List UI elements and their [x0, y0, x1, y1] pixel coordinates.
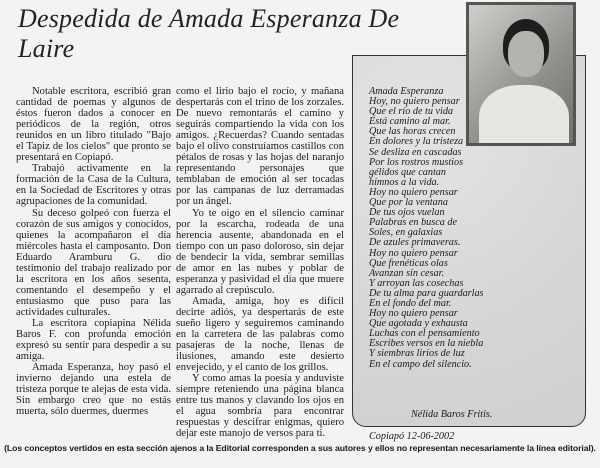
poem-line: Palabras en busca de: [369, 217, 457, 229]
poem-line: Hoy no quiero pensar: [369, 308, 458, 320]
article-title: Despedida de Amada Esperanza De Laire: [18, 4, 400, 63]
poem-line: Soles, en galaxias: [369, 227, 443, 239]
poem-line: Que frenéticas olas: [369, 257, 448, 269]
poem-line: Por los rostros mustios: [369, 156, 464, 168]
poem-line: Amada Esperanza: [369, 86, 444, 97]
poem-line: De tu alma para guardarlas: [369, 287, 484, 299]
paragraph: La escritora copiapina Nélida Baros F. con profunda emoción expresó su sentir para despedir a su amiga.: [16, 317, 171, 363]
poem-line: Y arroyan las cosechas: [369, 277, 464, 289]
poem-line: Que el río de tu vida: [369, 106, 454, 118]
paragraph: como el lirio bajo el rocío, y mañana despertarás con el trino de los zorzales. De nuevo remontarás el camino y seguirás compartiendo la vida con los amigos. ¿Recuerdas? Cuando sentadas bajo el olivo construíamos castillos con pétalos de rosas y las hojas del naranjo representando personajes que temblaban de emoción al ser tocadas por las campanas de luz derramadas por un ángel.: [176, 86, 344, 208]
poem-date: Copiapó 12-06-2002: [369, 431, 455, 442]
poem-line: himnos a la vida.: [369, 176, 440, 188]
poem-line: Hoy, no quiero pensar: [369, 96, 460, 108]
author-photo: [466, 2, 576, 146]
paragraph: Notable escritora, escribió gran cantidad de poemas y algunos de éstos fueron dados a conocer en periódicos de la región, otros reunidos en un libro titulado "Bajo el Tapiz de los cielos" que pronto se presentará en Copiapó.: [16, 86, 171, 164]
poem-line: Hoy no quiero pensar: [369, 186, 458, 198]
poem-line: De tus ojos vuelan: [369, 207, 445, 219]
poem-line: Que agotada y exhausta: [369, 318, 468, 330]
paragraph: Amada Esperanza, hoy pasó el invierno dejando una estela de tristeza porque te alejas de esta vida. Sin embargo creo que no estás muerta, sólo duermes, duermes: [16, 362, 172, 418]
poem-line: Avanzan sin cesar.: [369, 267, 444, 279]
poem-line: Y siembras lirios de luz: [369, 348, 465, 360]
poem-line: Que las horas crecen: [369, 126, 456, 138]
poem-line: Escribes versos en la niebla: [369, 338, 484, 350]
article-column-2: [176, 86, 344, 440]
poem-line: gélidos que cantan: [369, 166, 446, 178]
poem-line: En el fondo del mar.: [369, 297, 452, 309]
poem-line: En dolores y la tristeza: [369, 136, 464, 148]
paragraph: Yo te oigo en el silencio caminar por la escarcha, rodeada de una herencia ausente, abandonada en el tiempo con un paso doloroso, sin dejar de bendecir la vida, sembrar semillas de amor en las nubes y poblar de esperanza y pasividad el día que muere agarrado al crepúsculo.: [176, 207, 344, 296]
poem-line: Se desliza en cascadas: [369, 146, 462, 158]
paragraph: Y como amas la poesía y anduviste siempre reteniendo una página blanca entre tus manos y clavando los ojos en el agua sombría para encontrar respuestas y descifrar enigmas, quiero dejar este manojo de versos para ti.: [176, 373, 344, 440]
paragraph: Amada, amiga, hoy es difícil decirte adiós, ya despertarás de este sueño ligero y seguiremos caminando en la carretera de las palabras como pasajeras de la noche, llenas de ilusiones, amando este desierto envejecido, y el canto de los grillos.: [176, 295, 344, 374]
paragraph: Su deceso golpeó con fuerza el corazón de sus amigos y conocidos, quienes la acompañaron el día miércoles hasta el camposanto. Don Eduardo Aramburu G. dio testimonio del trabajo realizado por la escritora en los años sesenta, comentando el desempeño y el entusiasmo que puso para las actividades culturales.: [16, 207, 171, 318]
poem-line: En el campo del silencio.: [369, 358, 472, 370]
poem-line: Hoy no quiero pensar: [369, 247, 458, 259]
poem-line: Que por la ventana: [369, 197, 448, 209]
editorial-disclaimer: (Los conceptos vertidos en esta sección ajenos a la Editorial corresponden a sus autores y ellos no representan necesariamente la línea editorial).: [4, 443, 596, 453]
paragraph: Trabajó activamente en la formación de la Casa de la Cultura, en la Sociedad de Escritores y otras agrupaciones de la comunidad.: [16, 163, 171, 208]
poem-line: Luchas con el pensamiento: [369, 328, 480, 340]
poem-line: De azules primaveras.: [369, 237, 461, 249]
article-column-1: [16, 86, 171, 417]
poem-signature: Nélida Baros Fritis.: [411, 409, 493, 420]
poem-line: Está camino al mar.: [369, 116, 451, 128]
